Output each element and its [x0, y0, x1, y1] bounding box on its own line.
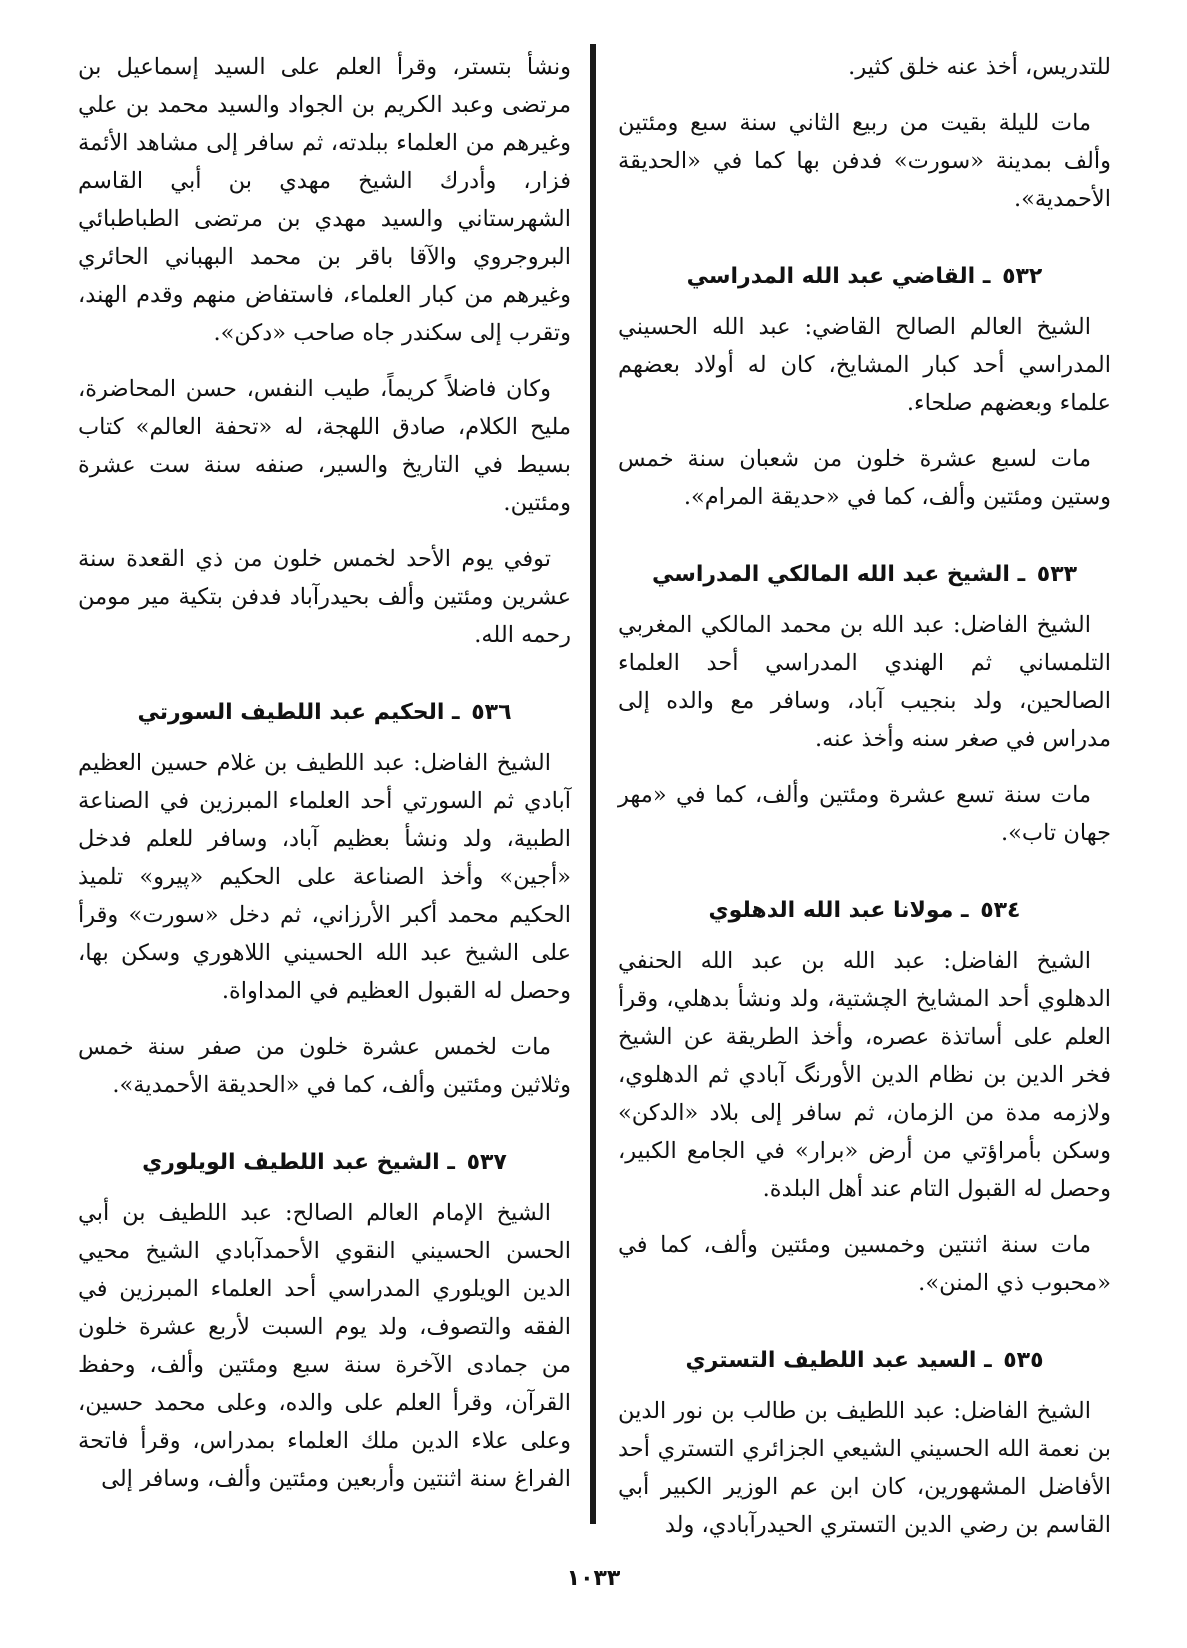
entry-title: مولانا عبد الله الدهلوي — [708, 898, 954, 923]
entry-heading-535: ٥٣٥ ـ السيد عبد اللطيف التستري — [685, 1348, 1044, 1373]
entry-heading-537: ٥٣٧ ـ الشيخ عبد اللطيف الويلوري — [142, 1150, 507, 1175]
paragraph: توفي يوم الأحد لخمس خلون من ذي القعدة سنة عشرين ومئتين وألف بحيدرآباد فدفن بتكية مير مومن رحمه الله. — [78, 546, 571, 648]
paragraph: الشيخ الفاضل: عبد الله بن محمد المالكي المغربي التلمساني ثم الهندي المدراسي أحد العلماء الصالحين، ولد بنجيب آباد، وسافر مع والده إلى مدراس في صغر سنه وأخذ عنه. — [618, 612, 1111, 752]
entry-number: ٥٣٢ — [1002, 264, 1043, 289]
paragraph: للتدريس، أخذ عنه خلق كثير. — [848, 54, 1111, 80]
entry-heading-533: ٥٣٣ ـ الشيخ عبد الله المالكي المدراسي — [651, 562, 1078, 587]
paragraph: مات سنة اثنتين وخمسين ومئتين وألف، كما في «محبوب ذي المنن». — [618, 1232, 1111, 1296]
paragraph: الشيخ الفاضل: عبد اللطيف بن غلام حسين العظيم آبادي ثم السورتي أحد العلماء المبرزين في الصناعة الطبية، ولد ونشأ بعظيم آباد، وسافر للعلم فدخل «أجين» وأخذ الصناعة على الحكيم «پيرو» تلميذ الحكيم محمد أكبر الأرزاني، ثم دخل «سورت» وقرأ على الشيخ عبد الله الحسيني اللاهوري وسكن بها، وحصل له القبول العظيم في المداواة. — [78, 750, 571, 1004]
entry-number: ٥٣٤ — [980, 898, 1021, 923]
entry-title: السيد عبد اللطيف التستري — [685, 1348, 977, 1373]
entry-number: ٥٣٧ — [466, 1150, 507, 1175]
paragraph: الشيخ الفاضل: عبد الله بن عبد الله الحنفي الدهلوي أحد المشايخ الچشتية، ولد ونشأ بدهلي، وقرأ العلم على أساتذة عصره، وأخذ الطريقة عن الشيخ فخر الدين بن نظام الدين الأورنگ آبادي ثم الدهلوي، ولازمه مدة من الزمان، ثم سافر إلى بلاد «الدكن» وسكن بأمراؤتي من أرض «برار» في الجامع الكبير، وحصل له القبول التام عند أهل البلدة. — [618, 948, 1111, 1202]
paragraph: ونشأ بتستر، وقرأ العلم على السيد إسماعيل بن مرتضى وعبد الكريم بن الجواد والسيد محمد بن علي وغيرهم من العلماء ببلدته، ثم سافر إلى مشاهد الأئمة فزار، وأدرك الشيخ مهدي بن أبي القاسم الشهرستاني والسيد مهدي بن مرتضى الطباطبائي البروجروي والآقا باقر بن محمد البهباني الحائري وغيرهم من كبار العلماء، فاستفاض منهم وقدم الهند، وتقرب إلى سكندر جاه صاحب «دكن». — [78, 54, 571, 346]
paragraph: الشيخ العالم الصالح القاضي: عبد الله الحسيني المدراسي أحد كبار المشايخ، كان له أولاد بعضهم علماء وبعضهم صلحاء. — [618, 314, 1111, 416]
page-number: ١٠٣٣ — [566, 1566, 621, 1591]
entry-title: القاضي عبد الله المدراسي — [686, 264, 976, 289]
right-column — [618, 48, 1111, 1562]
left-column — [78, 48, 571, 1516]
paragraph: مات لسبع عشرة خلون من شعبان سنة خمس وستين ومئتين وألف، كما في «حديقة المرام». — [618, 446, 1111, 510]
entry-number: ٥٣٣ — [1036, 562, 1078, 587]
entry-number: ٥٣٥ — [1003, 1348, 1044, 1373]
paragraph: وكان فاضلاً كريماً، طيب النفس، حسن المحاضرة، مليح الكلام، صادق اللهجة، له «تحفة العالم» كتاب بسيط في التاريخ والسير، صنفه سنة ست عشرة ومئتين. — [78, 376, 571, 516]
paragraph: الشيخ الإمام العالم الصالح: عبد اللطيف بن أبي الحسن الحسيني النقوي الأحمدآبادي الشيخ محيي الدين الويلوري المدراسي أحد العلماء المبرزين في الفقه والتصوف، ولد يوم السبت لأربع عشرة خلون من جمادى الآخرة سنة سبع ومئتين وألف، وحفظ القرآن، وقرأ العلم على والده، وعلى محمد حسين، وعلى علاء الدين ملك العلماء بمدراس، وقرأ فاتحة الفراغ سنة اثنتين وأربعين ومئتين وألف، وسافر إلى — [78, 1200, 571, 1492]
paragraph: مات سنة تسع عشرة ومئتين وألف، كما في «مهر جهان تاب». — [618, 782, 1111, 846]
column-divider — [590, 44, 596, 1524]
paragraph: الشيخ الفاضل: عبد اللطيف بن طالب بن نور الدين بن نعمة الله الحسيني الشيعي الجزائري التستري أحد الأفاضل المشهورين، كان ابن عم الوزير الكبير أبي القاسم بن رضي الدين التستري الحيدرآبادي، ولد — [618, 1398, 1111, 1538]
entry-number: ٥٣٦ — [471, 700, 512, 725]
entry-title: الحكيم عبد اللطيف السورتي — [137, 700, 445, 725]
entry-title: الشيخ عبد اللطيف الويلوري — [142, 1150, 440, 1175]
entry-heading-536: ٥٣٦ ـ الحكيم عبد اللطيف السورتي — [137, 700, 512, 725]
entry-heading-534: ٥٣٤ ـ مولانا عبد الله الدهلوي — [708, 898, 1021, 923]
paragraph: مات لخمس عشرة خلون من صفر سنة خمس وثلاثين ومئتين وألف، كما في «الحديقة الأحمدية». — [78, 1034, 571, 1098]
paragraph: مات لليلة بقيت من ربيع الثاني سنة سبع ومئتين وألف بمدينة «سورت» فدفن بها كما في «الحديقة الأحمدية». — [618, 110, 1111, 212]
entry-title: الشيخ عبد الله المالكي المدراسي — [651, 562, 1010, 587]
entry-heading-532: ٥٣٢ ـ القاضي عبد الله المدراسي — [686, 264, 1043, 289]
